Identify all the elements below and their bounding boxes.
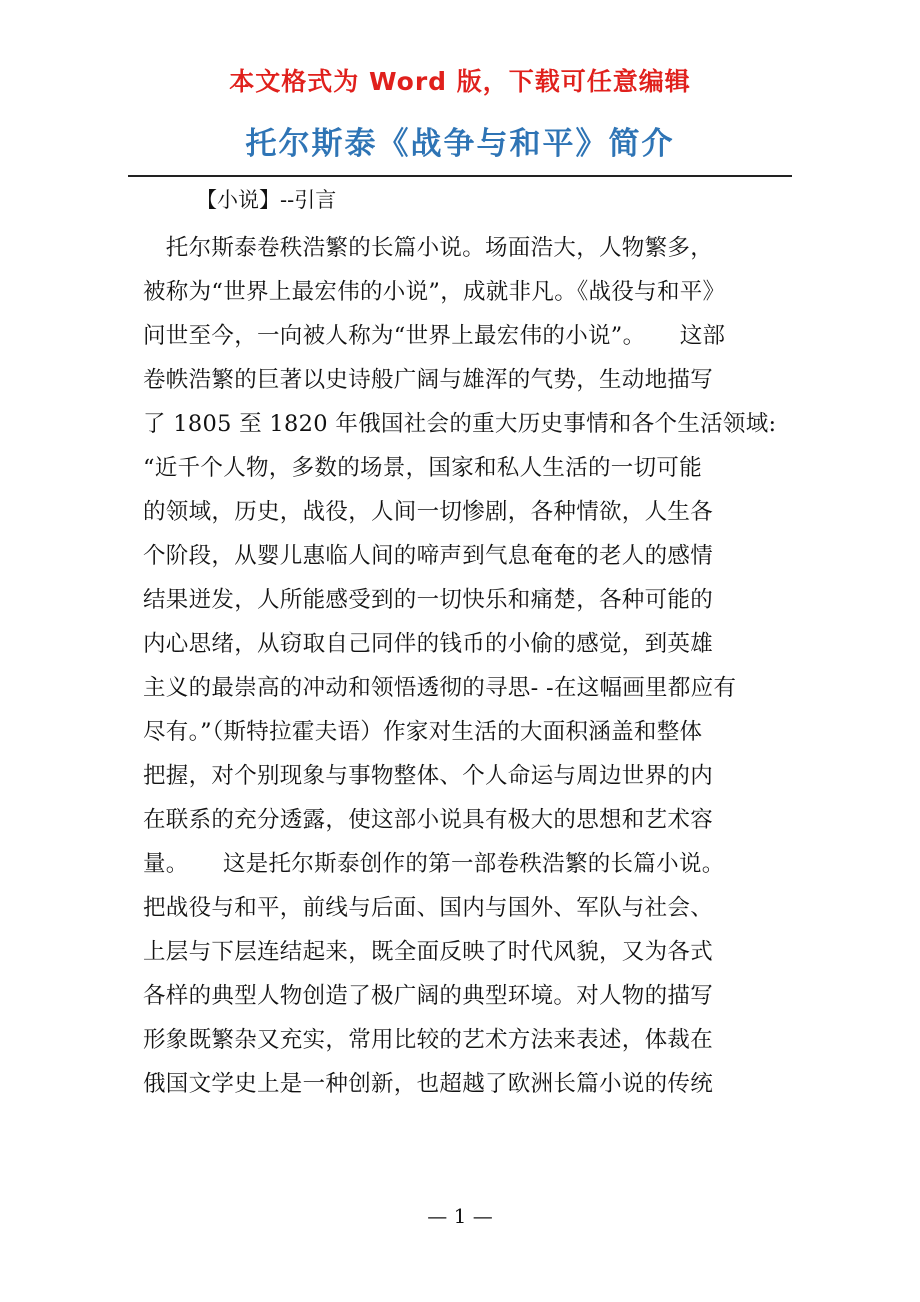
body-line: 在联系的充分透露，使这部小说具有极大的思想和艺术容 (143, 807, 714, 833)
body-line: 个阶段，从婴儿惠临人间的啼声到气息奄奄的老人的感情 (143, 543, 714, 569)
document-title: 托尔斯泰《战争与和平》简介 (245, 126, 675, 162)
body-line: 尽有。”（斯特拉霍夫语）作家对生活的大面积涵盖和整体 (143, 719, 703, 745)
body-line: 问世至今，一向被人称为“世界上最宏伟的小说”。 这部 (143, 323, 726, 349)
body-line: 的领域，历史，战役，人间一切惨剧，各种情欲，人生各 (143, 499, 714, 525)
body-line: 把握，对个别现象与事物整体、个人命运与周边世界的内 (143, 763, 714, 789)
body-line: 内心思绪，从窃取自己同伴的钱币的小偷的感觉，到英雄 (143, 631, 714, 657)
body-line: 结果迸发，人所能感受到的一切快乐和痛楚，各种可能的 (143, 587, 714, 613)
article-body (143, 226, 793, 1106)
body-line: “近千个人物，多数的场景，国家和私人生活的一切可能 (143, 455, 703, 481)
body-line: 俄国文学史上是一种创新，也超越了欧洲长篇小说的传统 (143, 1071, 714, 1097)
section-tag: 【小说】--引言 (196, 188, 337, 212)
body-line: 各样的典型人物创造了极广阔的典型环境。对人物的描写 (143, 983, 714, 1009)
body-line: 把战役与和平，前线与后面、国内与国外、军队与社会、 (143, 895, 714, 921)
body-line: 主义的最崇高的冲动和领悟透彻的寻思- -在这幅画里都应有 (143, 675, 737, 701)
body-line: 被称为“世界上最宏伟的小说”，成就非凡。《战役与和平》 (143, 279, 726, 305)
body-line: 上层与下层连结起来，既全面反映了时代风貌，又为各式 (143, 939, 714, 965)
body-line: 形象既繁杂又充实，常用比较的艺术方法来表述，体裁在 (143, 1027, 714, 1053)
title-divider (128, 175, 792, 177)
body-line: 了 1805 至 1820 年俄国社会的重大历史事情和各个生活领域: (143, 411, 777, 437)
format-notice-banner: 本文格式为 Word 版，下载可任意编辑 (229, 67, 691, 96)
body-line: 卷帙浩繁的巨著以史诗般广阔与雄浑的气势，生动地描写 (143, 367, 714, 393)
page-number: — 1 — (427, 1204, 493, 1228)
body-line: 托尔斯泰卷秩浩繁的长篇小说。场面浩大，人物繁多， (143, 235, 714, 261)
body-line: 量。 这是托尔斯泰创作的第一部卷秩浩繁的长篇小说。 (143, 851, 725, 877)
